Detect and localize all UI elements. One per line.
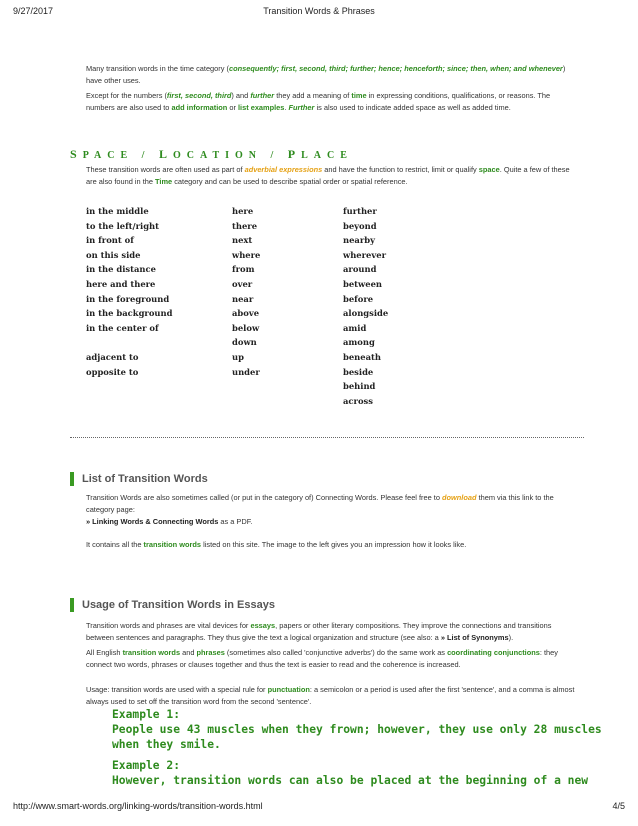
word-item: above [232,308,260,319]
linking-words-link[interactable]: » Linking Words & Connecting Words [86,517,219,526]
word-item: in the foreground [86,293,170,304]
list-paragraph-2: It contains all the transition words listed on this site. The image to the left gives you an impression how it looks like. [86,540,467,549]
word-item: up [232,351,244,362]
add-information-link[interactable]: add information [171,103,228,112]
word-item: over [232,278,253,289]
word-item: in the center of [86,322,159,333]
word-item: wherever [343,249,386,260]
list-examples-link[interactable]: list examples [237,103,285,112]
word-item: in the distance [86,264,156,275]
word-item: in the middle [86,206,149,216]
example-2 [112,758,588,788]
coordinating-conjunctions-link[interactable]: coordinating conjunctions [447,648,540,657]
word-item [86,335,172,350]
word-item: here [232,206,254,216]
usage-paragraph-2: All English transition words and phrases (sometimes also called 'conjunctive adverbs') do the same work as coordinating conjunctions: they connect two words, phrases or clauses together and thus the text is easier to read and the coherence is increased. [86,648,558,669]
example-1-line-1: People use 43 muscles when they frown; however, they use only 28 muscles [112,723,602,736]
word-item: in front of [86,235,134,246]
word-column-1 [86,204,172,379]
word-item: beneath [343,351,381,362]
list-of-synonyms-link[interactable]: » List of Synonyms [440,633,509,642]
word-item: between [343,278,383,289]
example-2-line-1: However, transition words can also be placed at the beginning of a new [112,774,589,787]
list-pdf-line: » Linking Words & Connecting Words as a PDF. [86,517,253,526]
example-1 [112,707,602,752]
download-link[interactable]: download [442,493,477,502]
word-item: to the left/right [86,220,160,231]
word-item: under [232,366,260,377]
word-item: on this side [86,249,141,260]
essays-link[interactable]: essays [250,621,276,630]
print-title: Transition Words & Phrases [263,6,375,16]
space-link[interactable]: space [478,165,500,174]
transition-words-link-2[interactable]: transition words [122,648,181,657]
word-item: alongside [343,308,389,319]
list-paragraph-1: Transition Words are also sometimes called (or put in the category of) Connecting Words. Please feel free to download them via this link to the category page: [86,493,554,514]
usage-paragraph-3: Usage: transition words are used with a special rule for punctuation: a semicolon or a period is used after the first 'sentence', and a comma is almost always used to set off the transition word from the second 'sentence'. [86,685,575,706]
intro-paragraph-2: Except for the numbers (first, second, third) and further they add a meaning of time in expressing conditions, qualifications, or reasons. The numbers are also used to add information or list examples. Further is also used to indicate added space as well as added time. [86,91,551,112]
print-date: 9/27/2017 [13,6,54,16]
section-divider [70,437,584,438]
word-item: near [232,293,254,304]
usage-heading: Usage of Transition Words in Essays [70,598,275,612]
word-item: beyond [343,220,377,231]
space-location-place-heading: SPACE / LOCATION / PLACE [70,147,353,161]
word-item: beside [343,366,374,377]
word-item: among [343,337,375,348]
word-column-2 [232,204,260,379]
word-item: next [232,235,253,246]
phrases-link[interactable]: phrases [196,648,225,657]
word-item: there [232,220,258,231]
time-link[interactable]: time [351,91,367,100]
word-item: in the background [86,308,173,319]
time-category-link[interactable]: Time [155,177,173,186]
word-item: down [232,337,257,348]
intro-paragraph-1: Many transition words in the time category (consequently; first, second, third; further; hence; henceforth; since; then, when; and whenever) have other uses. [86,64,566,85]
word-item: below [232,322,260,333]
word-item: where [232,249,261,260]
word-item: from [232,264,255,275]
example-2-label: Example 2: [112,759,181,772]
word-item: adjacent to [86,351,139,362]
word-item: opposite to [86,366,139,377]
example-1-label: Example 1: [112,708,181,721]
word-item: around [343,264,377,275]
word-item: here and there [86,278,156,289]
word-item: nearby [343,235,375,246]
word-item: amid [343,322,367,333]
word-item: behind [343,381,376,392]
print-url: http://www.smart-words.org/linking-words/transition-words.html [13,801,263,811]
print-page-number: 4/5 [612,801,625,811]
adverbial-expressions-link[interactable]: adverbial expressions [244,165,323,174]
punctuation-link[interactable]: punctuation [267,685,310,694]
word-column-3 [343,204,388,408]
word-item: further [343,206,377,216]
word-item: before [343,293,374,304]
space-paragraph: These transition words are often used as part of adverbial expressions and have the function to restrict, limit or qualify space. Quite a few of these are also found in the Time category and can be used to describe spatial order or spatial reference. [86,165,570,186]
example-1-line-2: when they smile. [112,738,221,751]
usage-paragraph-1: Transition words and phrases are vital devices for essays, papers or other literary compositions. They improve the connections and transitions between sentences and paragraphs. They thus give the text a logical organization and structure (see also: a » List of Synonyms). [86,621,552,642]
list-of-transition-words-heading: List of Transition Words [70,472,208,486]
transition-words-link[interactable]: transition words [143,540,202,549]
word-item: across [343,395,373,406]
